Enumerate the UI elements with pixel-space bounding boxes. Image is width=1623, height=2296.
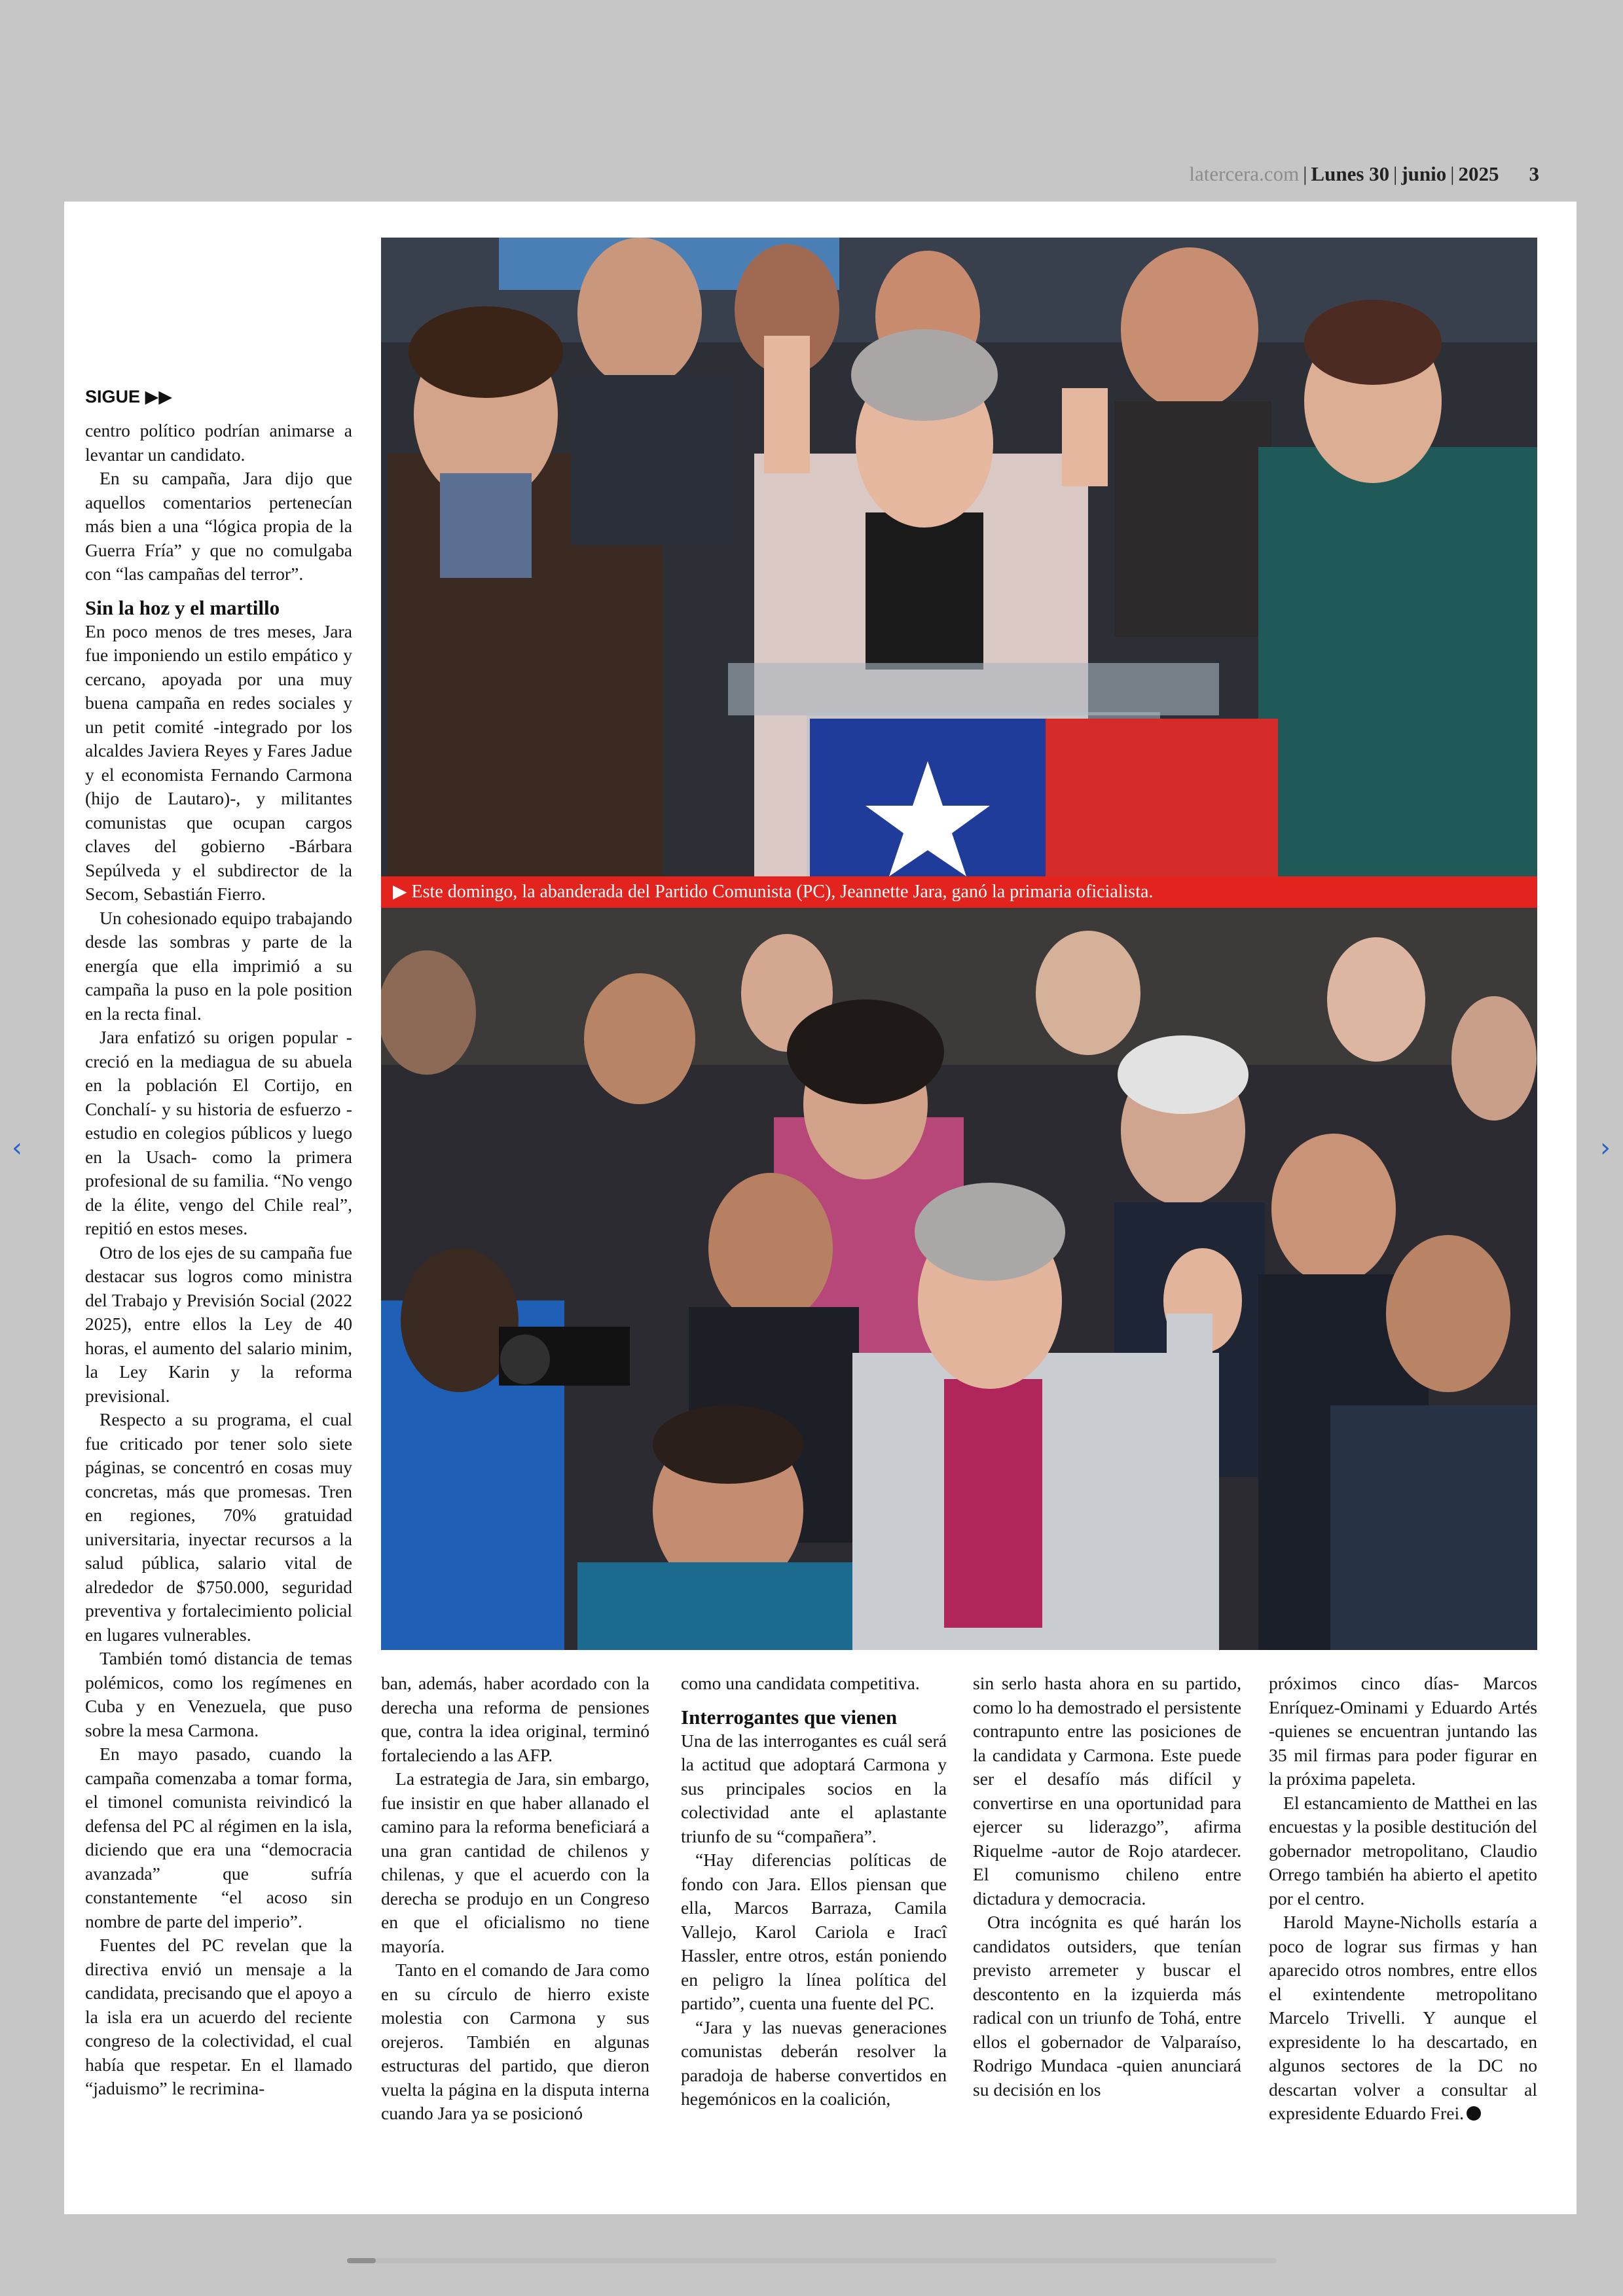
paragraph: Tanto en el comando de Jara como en su círculo de hierro existe molestia con Carmona y sus orejeros. También en algunas estructuras del partido, que dieron vuelta la página en la disputa interna cuando Jara ya se posicionó [381,1960,649,2123]
site-name[interactable]: latercera.com [1189,162,1300,185]
paragraph: Respecto a su programa, el cual fue criticado por tener solo siete páginas, se concentró en cosas muy concretas, más que promesas. Tren en regiones, 70% gratuidad universitaria, inyectar recursos a la salud pública, salario vital de alrededor de $750.000, seguridad preventiva y fortalecimiento policial en lugares vulnerables. [85,1409,352,1645]
paragraph: Fuentes del PC revelan que la directiva envió un mensaje a la candidata, precisando que el apoyo a la isla era un acuerdo del reciente congreso de la colectividad, el cual había que respetar. En el llamado “jaduismo” le recrimina- [85,1935,352,2098]
previous-page-icon[interactable]: ‹ [12,1133,22,1163]
photo-caption: ▶ Este domingo, la abanderada del Partido Comunista (PC), Jeannette Jara, ganó la primaria oficialista. [381,876,1537,908]
paragraph-text: Harold Mayne-Nicholls estaría a poco de lograr sus firmas y han aparecido otros nombres, entre ellos el exintendente metropolitano Marcelo Trivelli. Y aunque el expresidente lo ha descartado, en algunos sectores de la DC no descartan volver a consultar al expresidente Eduardo Frei. [1269,1912,1537,2123]
end-of-article-icon [1467,2106,1481,2121]
paragraph: como una candidata competitiva. [681,1673,920,1693]
page-number: 3 [1529,162,1539,185]
date-day: Lunes 30 [1311,162,1390,185]
date-month: junio [1401,162,1447,185]
page-scroll-thumb[interactable] [347,2258,376,2263]
sigue-label: SIGUE ▶▶ [85,387,173,406]
paragraph: Otro de los ejes de su campaña fue destacar sus logros como ministra del Trabajo y Previsión Social (2022 2025), entre ellos la Ley de 40 horas, el aumento del salario minim, la Ley Karin y la reforma previsional. [85,1242,352,1406]
divider: | [1393,162,1398,185]
article-column-2 [381,1672,649,2126]
page-scroll-track[interactable] [347,2258,1277,2263]
paragraph: Una de las interrogantes es cuál será la actitud que adoptará Carmona y sus principales socios en la colectividad ante el aplastante triunfo de su “compañera”. [681,1730,947,1846]
paragraph [1269,1910,1537,2126]
paragraph: Un cohesionado equipo trabajando desde las sombras y parte de la energía que ella imprimió a su campaña la puso en la pole position en la recta final. [85,907,352,1024]
paragraph: Otra incógnita es qué harán los candidatos outsiders, que tenían previsto arremeter y buscar el descontento en la izquierda más radical con un triunfo de Tohá, entre ellos el gobernador de Valparaíso, Rodrigo Mundaca -quien anunciará su decisión en los [973,1912,1241,2100]
article-column-4 [973,1672,1241,2102]
paragraph: ban, además, haber acordado con la derecha una reforma de pensiones que, contra la idea original, terminó fortaleciendo a las AFP. [381,1673,649,1765]
photo-celebration-stage [381,238,1537,876]
paragraph: “Hay diferencias políticas de fondo con Jara. Ellos piensan que ella, Marcos Barraza, Camila Vallejo, Karol Cariola e Iracî Hassler, entre otros, están poniendo en peligro la línea política del partido”, cuenta una fuente del PC. [681,1850,947,2013]
date-year: 2025 [1458,162,1499,185]
paragraph: El estancamiento de Matthei en las encuestas y la posible destitución del gobernador metropolitano, Claudio Orrego también ha abierto el apetito por el centro. [1269,1792,1537,1909]
next-page-icon[interactable]: › [1600,1133,1611,1163]
section-heading: Interrogantes que vienen [681,1705,898,1729]
section-heading: Sin la hoz y el martillo [85,596,280,619]
paragraph: La estrategia de Jara, sin embargo, fue insistir en que haber allanado el camino para la reforma beneficiará a una gran cantidad de chilenos y chilenas, y que el acuerdo con la derecha se produjo en un Congreso en que el oficialismo no tiene mayoría. [381,1768,649,1956]
paragraph: Jara enfatizó su origen popular -creció en la mediagua de su abuela en la población El Cortijo, en Conchalí- y su historia de esfuerzo -estudio en colegios públicos y luego en la Usach- como la primera profesional de su familia. “No vengo de la élite, vengo del Chile real”, repitió en estos meses. [85,1027,352,1238]
paragraph: También tomó distancia de temas polémicos, como los regímenes en Cuba y en Venezuela, que puso sobre la mesa Carmona. [85,1648,352,1740]
article-column-1 [85,385,352,2101]
page-header [1189,162,1539,186]
article-column-3 [681,1672,947,2111]
photo-crowd-celebration [381,908,1537,1650]
paragraph: próximos cinco días- Marcos Enríquez-Ominami y Eduardo Artés -quienes se encuentran juntando las 35 mil firmas para poder figurar en la próxima papeleta. [1269,1673,1537,1789]
paragraph: En su campaña, Jara dijo que aquellos comentarios pertenecían más bien a una “lógica propia de la Guerra Fría” y que no comulgaba con “las campañas del terror”. [85,468,352,584]
paragraph: “Jara y las nuevas generaciones comunistas deberán resolver la paradoja de haberse convertidos en hegemónicos en la coalición, [681,2017,947,2109]
paragraph: En poco menos de tres meses, Jara fue imponiendo un estilo empático y cercano, apoyada por una muy buena campaña en redes sociales y un petit comité -integrado por los alcaldes Javiera Reyes y Fares Jadue y el economista Fernando Carmona (hijo de Lautaro)-, y militantes comunistas que ocupan cargos claves del gobierno -Bárbara Sepúlveda y el subdirector de la Secom, Sebastián Fierro. [85,620,352,904]
paragraph: En mayo pasado, cuando la campaña comenzaba a tomar forma, el timonel comunista reivindicó la defensa del PC al régimen en la isla, diciendo que era una “democracia avanzada” que sufría constantemente “el acoso sin nombre de parte del imperio”. [85,1744,352,1931]
divider: | [1303,162,1307,185]
divider: | [1450,162,1455,185]
article-column-5 [1269,1672,1537,2126]
paragraph: sin serlo hasta ahora en su partido, como lo ha demostrado el persistente contrapunto entre las posiciones de la candidata y Carmona. Este puede ser el desafío más difícil y convertirse en una oportunidad para ejercer su liderazgo”, afirma Riquelme -autor de Rojo atardecer. El comunismo chileno entre dictadura y democracia. [973,1673,1241,1909]
paragraph: centro político podrían animarse a levantar un candidato. [85,420,352,465]
